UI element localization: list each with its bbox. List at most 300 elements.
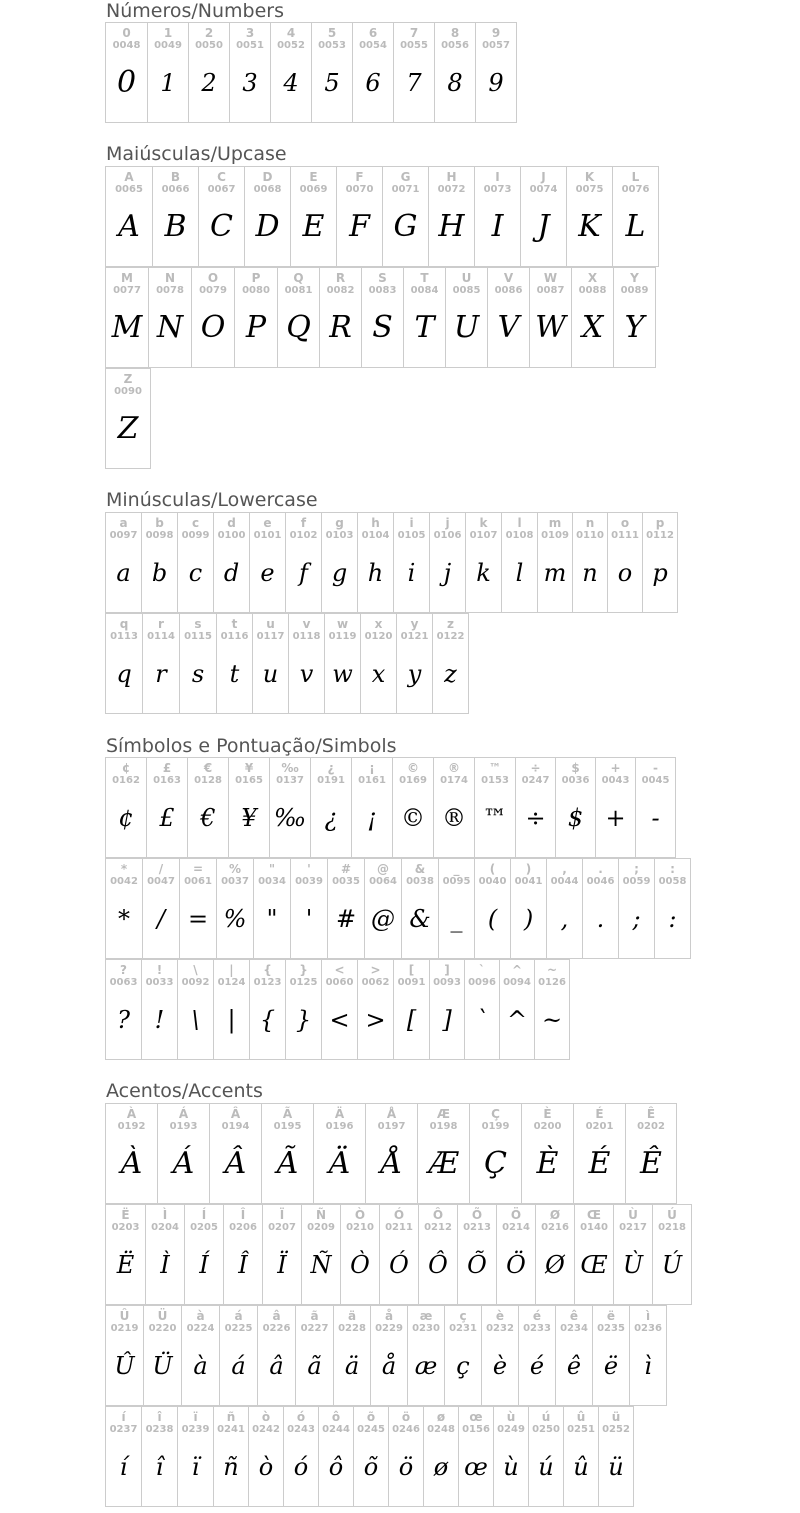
glyph-sample: i <box>407 559 416 587</box>
glyph-sample: v <box>299 660 314 688</box>
glyph-cell <box>430 960 465 1060</box>
glyph-cell <box>394 513 430 613</box>
glyph-cell <box>142 1407 178 1507</box>
glyph-cell <box>153 167 199 267</box>
glyph-cell <box>245 167 291 267</box>
glyph-sample: Y <box>624 310 645 345</box>
glyph-char-label: Ô <box>432 1208 444 1222</box>
glyph-cell <box>636 758 676 858</box>
glyph-cell <box>235 268 278 368</box>
glyph-code-label: 0114 <box>147 631 175 642</box>
glyph-sample: k <box>476 559 491 587</box>
glyph-sample: ø <box>433 1453 449 1481</box>
glyph-cell <box>220 1306 258 1406</box>
glyph-code-label: 0200 <box>533 1121 562 1132</box>
glyph-cell <box>262 1104 314 1204</box>
glyph-char-label: D <box>262 170 273 184</box>
glyph-code-label: 0107 <box>469 530 498 541</box>
glyph-cell <box>529 1407 564 1507</box>
glyph-code-label: 0161 <box>358 775 386 786</box>
glyph-code-label: 0203 <box>111 1222 140 1233</box>
glyph-code-label: 0064 <box>369 876 397 887</box>
glyph-sample: % <box>223 905 247 933</box>
glyph-cell <box>536 1205 575 1305</box>
glyph-char-label: î <box>157 1410 162 1424</box>
glyph-code-label: 0245 <box>357 1424 385 1435</box>
glyph-cell <box>538 513 573 613</box>
glyph-sample: ] <box>442 1006 452 1034</box>
glyph-code-label: 0174 <box>440 775 468 786</box>
glyph-row <box>105 959 570 1060</box>
glyph-char-label: Ë <box>121 1208 130 1222</box>
glyph-sample: è <box>492 1352 508 1380</box>
glyph-char-label: $ <box>571 761 580 775</box>
glyph-cell <box>475 167 521 267</box>
glyph-cell <box>361 614 397 714</box>
glyph-code-label: 0080 <box>242 285 270 296</box>
glyph-char-label: © <box>407 761 419 775</box>
glyph-char-label: ä <box>347 1309 357 1323</box>
glyph-char-label: < <box>334 963 345 977</box>
section-title-symbols: Símbolos e Pontuação/Simbols <box>106 735 397 757</box>
glyph-cell <box>475 758 516 858</box>
glyph-code-label: 0053 <box>318 40 346 51</box>
glyph-code-label: 0234 <box>560 1323 588 1334</box>
glyph-sample: Ç <box>484 1146 507 1181</box>
glyph-sample: N <box>156 310 184 345</box>
glyph-code-label: 0229 <box>375 1323 403 1334</box>
glyph-sample: V <box>497 310 520 345</box>
glyph-sample: ì <box>644 1352 652 1380</box>
glyph-code-label: 0197 <box>377 1121 406 1132</box>
glyph-char-label: Ó <box>393 1208 405 1222</box>
glyph-cell <box>521 167 567 267</box>
glyph-code-label: 0101 <box>253 530 282 541</box>
glyph-code-label: 0077 <box>113 285 141 296</box>
glyph-code-label: 0201 <box>585 1121 614 1132</box>
glyph-code-label: 0120 <box>364 631 393 642</box>
glyph-sample: W <box>535 310 566 345</box>
glyph-code-label: 0225 <box>224 1323 253 1334</box>
glyph-sample: õ <box>363 1453 379 1481</box>
glyph-code-label: 0095 <box>442 876 471 887</box>
glyph-sample: Õ <box>467 1251 487 1279</box>
glyph-cell <box>380 1205 419 1305</box>
glyph-char-label: ] <box>444 963 450 977</box>
glyph-sample: å <box>381 1352 397 1380</box>
glyph-cell <box>143 859 180 959</box>
glyph-cell <box>430 513 466 613</box>
glyph-char-label: e <box>263 516 272 530</box>
glyph-code-label: 0128 <box>194 775 222 786</box>
glyph-cell <box>291 859 328 959</box>
glyph-char-label: ù <box>506 1410 516 1424</box>
glyph-cell <box>433 614 469 714</box>
glyph-code-label: 0085 <box>452 285 481 296</box>
glyph-sample: 9 <box>488 69 504 97</box>
glyph-cell <box>250 513 286 613</box>
glyph-cell <box>653 1205 692 1305</box>
glyph-code-label: 0059 <box>622 876 651 887</box>
glyph-cell <box>180 614 217 714</box>
glyph-code-label: 0039 <box>295 876 323 887</box>
glyph-char-label: ; <box>634 862 639 876</box>
glyph-cell <box>146 1205 185 1305</box>
glyph-code-label: 0033 <box>145 977 174 988</box>
glyph-sample: é <box>529 1352 545 1380</box>
glyph-code-label: 0055 <box>400 40 428 51</box>
glyph-sample: Ò <box>350 1251 370 1279</box>
glyph-cell <box>573 513 608 613</box>
glyph-code-label: 0103 <box>325 530 354 541</box>
glyph-char-label: o <box>620 516 630 530</box>
glyph-cell <box>535 960 570 1060</box>
glyph-cell <box>106 513 142 613</box>
glyph-char-label: \ <box>193 963 198 977</box>
glyph-cell <box>250 960 286 1060</box>
glyph-code-label: 0066 <box>161 184 190 195</box>
glyph-code-label: 0124 <box>217 977 246 988</box>
glyph-code-label: 0236 <box>634 1323 662 1334</box>
glyph-char-label: U <box>461 271 472 285</box>
glyph-sample: ô <box>328 1453 344 1481</box>
glyph-code-label: 0231 <box>449 1323 477 1334</box>
glyph-sample: Æ <box>428 1146 459 1181</box>
glyph-sample: Ö <box>506 1251 526 1279</box>
glyph-char-label: è <box>495 1309 505 1323</box>
glyph-cell <box>488 268 530 368</box>
glyph-code-label: 0090 <box>114 386 142 397</box>
glyph-row <box>105 22 517 123</box>
glyph-cell <box>192 268 235 368</box>
glyph-sample: b <box>151 559 168 587</box>
glyph-char-label: ì <box>645 1309 651 1323</box>
section-title-accents: Acentos/Accents <box>106 1080 263 1102</box>
glyph-sample: F <box>349 209 370 244</box>
glyph-sample: y <box>407 660 422 688</box>
glyph-code-label: 0084 <box>410 285 439 296</box>
glyph-sample: < <box>329 1006 350 1034</box>
glyph-cell <box>358 960 394 1060</box>
glyph-char-label: l <box>517 516 522 530</box>
glyph-code-label: 0109 <box>541 530 569 541</box>
glyph-sample: \ <box>191 1006 200 1034</box>
glyph-code-label: 0038 <box>406 876 434 887</box>
glyph-sample: ! <box>154 1006 165 1034</box>
glyph-sample: Ø <box>545 1251 565 1279</box>
glyph-cell <box>397 614 433 714</box>
glyph-code-label: 0232 <box>486 1323 514 1334</box>
glyph-char-label: ü <box>611 1410 621 1424</box>
glyph-sample: - <box>651 804 660 832</box>
glyph-cell <box>341 1205 380 1305</box>
glyph-code-label: 0191 <box>317 775 345 786</box>
glyph-code-label: 0049 <box>154 40 182 51</box>
glyph-row <box>105 166 659 267</box>
glyph-cell <box>608 513 643 613</box>
glyph-char-label: - <box>653 761 658 775</box>
glyph-char-label: f <box>300 516 307 530</box>
glyph-sample: ‰ <box>273 804 307 832</box>
glyph-cell <box>254 859 291 959</box>
glyph-cell <box>314 1104 366 1204</box>
glyph-sample: Ã <box>276 1146 299 1181</box>
glyph-code-label: 0198 <box>429 1121 458 1132</box>
glyph-row <box>105 512 678 613</box>
glyph-cell <box>319 1407 354 1507</box>
glyph-char-label: Æ <box>436 1107 451 1121</box>
glyph-char-label: # <box>340 862 352 876</box>
glyph-cell <box>434 758 475 858</box>
glyph-cell <box>106 23 148 123</box>
glyph-sample: Ï <box>277 1251 287 1279</box>
section-title-numbers: Números/Numbers <box>106 0 284 22</box>
glyph-sample: À <box>120 1146 143 1181</box>
glyph-code-label: 0218 <box>658 1222 686 1233</box>
glyph-code-label: 0076 <box>621 184 650 195</box>
glyph-code-label: 0216 <box>541 1222 569 1233</box>
glyph-char-label: x <box>374 617 383 631</box>
glyph-code-label: 0206 <box>229 1222 257 1233</box>
glyph-sample: ¢ <box>118 804 134 832</box>
glyph-code-label: 0074 <box>529 184 558 195</box>
glyph-code-label: 0094 <box>503 977 531 988</box>
glyph-code-label: 0104 <box>361 530 390 541</box>
glyph-sample: î <box>155 1453 164 1481</box>
glyph-code-label: 0123 <box>253 977 282 988</box>
glyph-sample: > <box>365 1006 386 1034</box>
section-title-upcase: Maiúsculas/Upcase <box>106 143 287 165</box>
glyph-cell <box>328 859 365 959</box>
glyph-char-label: Á <box>178 1107 189 1121</box>
glyph-char-label: T <box>420 271 429 285</box>
glyph-sample: È <box>536 1146 559 1181</box>
glyph-char-label: Õ <box>471 1208 483 1222</box>
glyph-char-label: j <box>445 516 450 530</box>
glyph-char-label: Ê <box>646 1107 656 1121</box>
glyph-char-label: ~ <box>546 963 558 977</box>
glyph-code-label: 0217 <box>619 1222 647 1233</box>
glyph-cell <box>249 1407 284 1507</box>
glyph-cell <box>402 859 439 959</box>
glyph-sample: } <box>295 1006 312 1034</box>
glyph-char-label: ç <box>459 1309 467 1323</box>
glyph-cell <box>564 1407 599 1507</box>
glyph-sample: R <box>329 310 352 345</box>
glyph-cell <box>556 758 596 858</box>
glyph-row <box>105 1204 692 1305</box>
glyph-cell <box>289 614 325 714</box>
glyph-cell <box>217 614 253 714</box>
glyph-code-label: 0037 <box>221 876 249 887</box>
glyph-char-label: 9 <box>491 26 501 40</box>
glyph-sample: J <box>537 209 550 244</box>
glyph-char-label: M <box>121 271 133 285</box>
glyph-code-label: 0246 <box>392 1424 420 1435</box>
glyph-cell <box>263 1205 302 1305</box>
glyph-cell <box>465 960 500 1060</box>
glyph-char-label: ' <box>307 862 311 876</box>
glyph-char-label: H <box>446 170 457 184</box>
glyph-char-label: g <box>335 516 344 530</box>
glyph-cell <box>334 1306 371 1406</box>
glyph-code-label: 0058 <box>658 876 687 887</box>
glyph-char-label: 6 <box>368 26 378 40</box>
glyph-sample: f <box>299 559 308 587</box>
glyph-row <box>105 267 656 368</box>
glyph-sample: Z <box>117 411 139 446</box>
glyph-sample: j <box>443 559 452 587</box>
glyph-cell <box>180 859 217 959</box>
glyph-sample: € <box>200 804 216 832</box>
glyph-char-label: ¢ <box>121 761 131 775</box>
glyph-char-label: ú <box>541 1410 551 1424</box>
glyph-cell <box>106 960 142 1060</box>
glyph-code-label: 0126 <box>538 977 566 988</box>
glyph-char-label: V <box>503 271 514 285</box>
glyph-sample: Á <box>172 1146 195 1181</box>
glyph-sample: à <box>193 1352 208 1380</box>
glyph-cell <box>511 859 547 959</box>
glyph-code-label: 0243 <box>287 1424 315 1435</box>
glyph-sample: Û <box>114 1352 135 1380</box>
glyph-cell <box>366 1104 418 1204</box>
glyph-cell <box>322 960 358 1060</box>
glyph-cell <box>286 513 322 613</box>
glyph-char-label: ã <box>310 1309 319 1323</box>
glyph-sample: ÷ <box>525 804 546 832</box>
glyph-char-label: J <box>541 170 546 184</box>
glyph-sample: 6 <box>365 69 381 97</box>
glyph-char-label: Ü <box>157 1309 168 1323</box>
glyph-code-label: 0205 <box>190 1222 218 1233</box>
glyph-code-label: 0056 <box>441 40 469 51</box>
glyph-cell <box>404 268 446 368</box>
glyph-sample: C <box>210 209 233 244</box>
glyph-char-label: / <box>158 862 164 876</box>
glyph-cell <box>371 1306 408 1406</box>
glyph-char-label: 4 <box>286 26 296 40</box>
glyph-cell <box>214 960 250 1060</box>
glyph-code-label: 0237 <box>109 1424 138 1435</box>
glyph-sample: 3 <box>242 69 258 97</box>
glyph-code-label: 0081 <box>284 285 313 296</box>
glyph-code-label: 0228 <box>338 1323 366 1334</box>
glyph-cell <box>106 1104 158 1204</box>
glyph-char-label: ø <box>436 1410 446 1424</box>
glyph-sample: a <box>116 559 131 587</box>
glyph-char-label: r <box>158 617 164 631</box>
glyph-char-label: O <box>207 271 219 285</box>
glyph-cell <box>614 1205 653 1305</box>
glyph-cell <box>185 1205 224 1305</box>
glyph-char-label: ï <box>193 1410 198 1424</box>
glyph-code-label: 0252 <box>602 1424 630 1435</box>
glyph-char-label: Ä <box>334 1107 345 1121</box>
glyph-sample: Ä <box>328 1146 351 1181</box>
glyph-char-label: s <box>194 617 202 631</box>
glyph-cell <box>482 1306 519 1406</box>
glyph-cell <box>613 167 659 267</box>
glyph-sample: S <box>372 310 393 345</box>
glyph-code-label: 0089 <box>620 285 649 296</box>
glyph-code-label: 0162 <box>112 775 140 786</box>
glyph-sample: s <box>191 660 205 688</box>
glyph-char-label: n <box>585 516 595 530</box>
glyph-sample: ? <box>117 1006 130 1034</box>
glyph-code-label: 0199 <box>481 1121 510 1132</box>
glyph-char-label: Y <box>630 271 639 285</box>
glyph-sample: t <box>229 660 240 688</box>
glyph-char-label: * <box>120 862 128 876</box>
glyph-code-label: 0098 <box>145 530 174 541</box>
glyph-cell <box>494 1407 529 1507</box>
glyph-sample: ® <box>442 804 466 832</box>
glyph-sample: ã <box>307 1352 322 1380</box>
glyph-code-label: 0118 <box>292 631 321 642</box>
glyph-code-label: 0238 <box>145 1424 174 1435</box>
glyph-cell <box>352 758 393 858</box>
glyph-sample: ¿ <box>324 804 338 832</box>
glyph-code-label: 0227 <box>300 1323 329 1334</box>
glyph-cell <box>519 1306 556 1406</box>
glyph-sample: L <box>625 209 646 244</box>
glyph-cell <box>500 960 535 1060</box>
glyph-cell <box>626 1104 677 1204</box>
glyph-code-label: 0137 <box>276 775 304 786</box>
glyph-char-label: " <box>268 862 276 876</box>
glyph-sample: Â <box>224 1146 247 1181</box>
glyph-cell <box>393 758 434 858</box>
glyph-sample: ó <box>293 1453 309 1481</box>
glyph-sample: Ú <box>661 1251 683 1279</box>
glyph-char-label: ë <box>606 1309 616 1323</box>
glyph-sample: á <box>231 1352 246 1380</box>
glyph-sample: ù <box>503 1453 519 1481</box>
glyph-char-label: â <box>272 1309 281 1323</box>
glyph-char-label: C <box>217 170 226 184</box>
glyph-cell <box>322 513 358 613</box>
glyph-cell <box>458 1205 497 1305</box>
glyph-char-label: Î <box>240 1208 246 1222</box>
glyph-char-label: Œ <box>586 1208 601 1222</box>
glyph-sample: " <box>266 905 278 933</box>
glyph-sample: K <box>578 209 601 244</box>
glyph-cell <box>148 23 189 123</box>
glyph-code-label: 0115 <box>184 631 212 642</box>
glyph-sample: Ì <box>160 1251 170 1279</box>
glyph-row <box>105 1406 634 1507</box>
glyph-sample: * <box>118 905 130 933</box>
glyph-cell <box>424 1407 459 1507</box>
glyph-code-label: 0116 <box>220 631 249 642</box>
glyph-cell <box>429 167 475 267</box>
glyph-code-label: 0073 <box>483 184 512 195</box>
glyph-sample: : <box>668 905 677 933</box>
glyph-char-label: y <box>410 617 419 631</box>
glyph-code-label: 0113 <box>110 631 138 642</box>
glyph-char-label: G <box>400 170 411 184</box>
glyph-cell <box>320 268 362 368</box>
glyph-code-label: 0034 <box>258 876 286 887</box>
glyph-char-label: Ò <box>354 1208 366 1222</box>
glyph-char-label: | <box>229 963 234 977</box>
glyph-cell <box>394 23 435 123</box>
glyph-cell <box>439 859 475 959</box>
glyph-char-label: Ø <box>549 1208 561 1222</box>
glyph-cell <box>224 1205 263 1305</box>
glyph-char-label: é <box>532 1309 542 1323</box>
